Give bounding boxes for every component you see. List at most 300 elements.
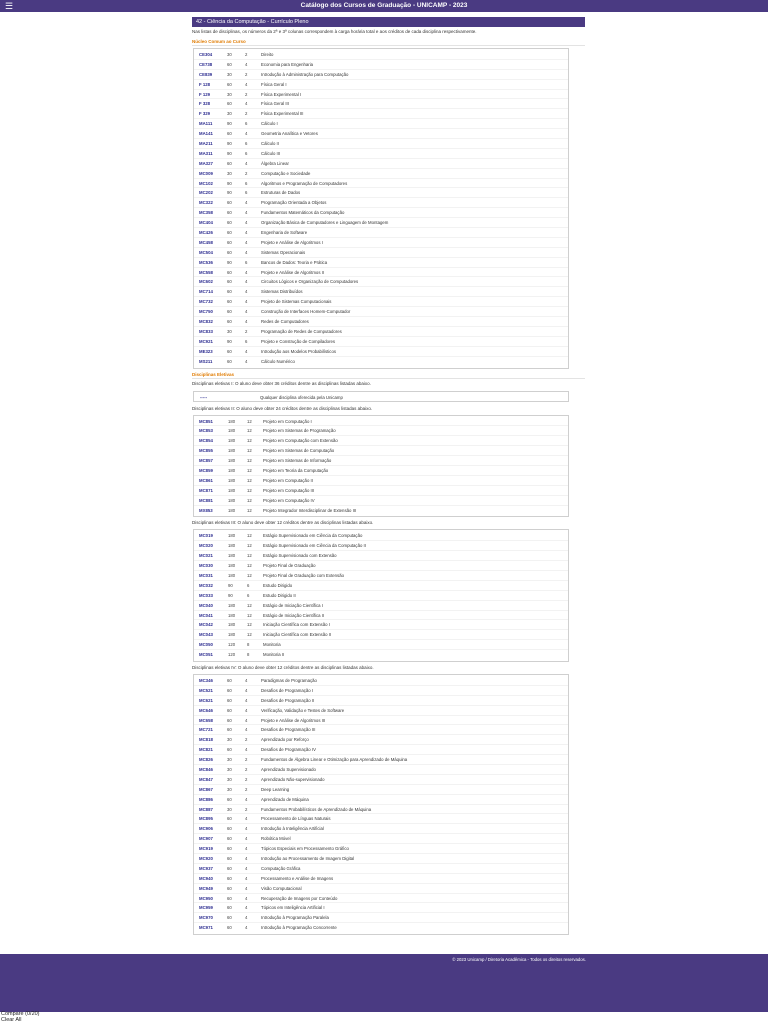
table-row — [194, 561, 568, 571]
course-hours: 180 — [228, 602, 236, 608]
table-row — [194, 531, 568, 541]
table-row — [194, 844, 568, 854]
course-credits: 4 — [245, 210, 248, 216]
course-name: Redes de Computadores — [261, 319, 309, 325]
course-credits: 4 — [245, 131, 248, 137]
table-row — [194, 99, 568, 109]
table-row — [194, 436, 568, 446]
course-hours: 30 — [227, 111, 232, 117]
course-name: Projeto em Computação I — [263, 418, 312, 424]
course-header: 42 - Ciência da Computação - Currículo Pleno — [192, 17, 585, 27]
course-name: Processamento de Línguas Naturais — [261, 816, 331, 822]
course-code-link[interactable]: MS211 — [199, 358, 213, 364]
course-code-link[interactable]: MC919 — [199, 846, 213, 852]
table-row — [194, 307, 568, 317]
table-row — [194, 745, 568, 755]
table-row — [194, 795, 568, 805]
course-code-link[interactable]: MC867 — [199, 786, 213, 792]
course-code-link[interactable]: MC042 — [199, 622, 213, 628]
course-hours: 60 — [227, 895, 232, 901]
course-hours: 180 — [228, 612, 236, 618]
course-credits: 2 — [245, 328, 248, 334]
course-code-link[interactable]: MC536 — [199, 259, 213, 265]
course-credits: 4 — [245, 249, 248, 255]
course-hours: 60 — [227, 160, 232, 166]
course-name: Introdução à Administração para Computação — [261, 71, 349, 77]
course-hours: 60 — [227, 905, 232, 911]
course-credits: 6 — [245, 121, 248, 127]
table-row — [194, 327, 568, 337]
course-code-link[interactable]: MC646 — [199, 707, 213, 713]
course-credits: 12 — [247, 612, 252, 618]
course-hours: 180 — [228, 533, 236, 539]
course-code-link[interactable]: MC959 — [199, 905, 213, 911]
course-code-link[interactable]: MC857 — [199, 458, 213, 464]
course-hours: 30 — [227, 806, 232, 812]
course-hours: 60 — [227, 796, 232, 802]
course-name: Geometria Analítica e Vetores — [261, 131, 318, 137]
course-credits: 4 — [245, 61, 248, 67]
course-name: Fundamentos Probabilísticos de Aprendizado de Máquina — [261, 806, 372, 812]
eletivas-1-text: Disciplinas eletivas I: O aluno deve obter 36 créditos dentre as disciplinas listadas abaixo. — [192, 380, 371, 386]
course-name: Cálculo II — [261, 141, 279, 147]
course-hours: 60 — [227, 358, 232, 364]
course-code-link[interactable]: MC322 — [199, 200, 213, 206]
course-code-link[interactable]: MC855 — [199, 448, 213, 454]
course-code-link[interactable]: MC846 — [199, 767, 213, 772]
course-code-link[interactable]: F 128 — [199, 81, 210, 87]
course-hours: 180 — [228, 553, 236, 559]
course-hours: 90 — [227, 180, 232, 186]
table-row — [194, 874, 568, 884]
course-code-link[interactable]: MC521 — [199, 687, 213, 693]
course-hours: 60 — [227, 697, 232, 703]
course-name: Verificação, Validação e Testes de Software — [261, 707, 345, 713]
course-name: Aprendizado Não-supervisionado — [261, 776, 325, 782]
table-row — [194, 923, 568, 933]
compare-counter: Compare (0/20) — [1, 1011, 40, 1017]
course-name: Projeto em Sistemas de Computação — [263, 448, 335, 454]
course-code-link[interactable]: MC020 — [199, 543, 213, 549]
course-code-link[interactable]: MC854 — [199, 438, 213, 444]
course-code-link[interactable]: MC949 — [199, 885, 213, 891]
table-row — [194, 60, 568, 70]
course-code-link[interactable]: MA327 — [199, 160, 213, 166]
table-row — [194, 208, 568, 218]
course-code-link[interactable]: MC832 — [199, 319, 213, 325]
course-code-link[interactable]: MC019 — [199, 533, 213, 539]
course-hours: 90 — [227, 141, 232, 147]
clear-all-link[interactable]: Clear All — [1, 1017, 22, 1023]
table-row — [194, 775, 568, 785]
course-name: Projeto em Teoria da Computação — [263, 467, 329, 473]
course-hours: 60 — [227, 836, 232, 842]
course-hours: 30 — [227, 767, 232, 772]
course-name: Robótica Móvel — [261, 836, 291, 842]
course-hours: 60 — [227, 249, 232, 255]
table-row — [194, 725, 568, 735]
course-name: Projeto em Sistemas de Informação — [263, 458, 332, 464]
course-name: Deep Learning — [261, 786, 290, 792]
table-nucleo — [193, 48, 569, 369]
course-code-link[interactable]: MC458 — [199, 239, 213, 245]
course-name: Direito — [261, 52, 274, 57]
course-hours: 180 — [228, 428, 236, 434]
course-credits: 4 — [245, 220, 248, 226]
table-row — [194, 630, 568, 640]
table-row — [194, 620, 568, 630]
course-hours: 60 — [227, 131, 232, 137]
course-name: Cálculo I — [261, 121, 278, 127]
course-code-link[interactable]: MC031 — [199, 572, 213, 578]
course-credits: 4 — [245, 358, 248, 364]
table-row — [194, 317, 568, 327]
course-name: Estudo Dirigido II — [263, 592, 296, 598]
course-code-link[interactable]: MC732 — [199, 299, 213, 305]
course-hours: 60 — [227, 101, 232, 107]
table-row — [194, 277, 568, 287]
course-credits: 6 — [245, 141, 248, 147]
course-code-link[interactable]: MC881 — [199, 497, 213, 503]
table-row — [194, 218, 568, 228]
course-name: Projeto em Computação IV — [263, 497, 315, 503]
course-credits: 4 — [245, 309, 248, 315]
course-name: Algoritmos e Programação de Computadores — [261, 180, 348, 186]
course-code-link[interactable]: MC970 — [199, 915, 213, 921]
course-code-link[interactable]: MA111 — [199, 121, 213, 127]
table-row — [194, 347, 568, 357]
table-row — [194, 755, 568, 765]
course-code-link[interactable]: MC895 — [199, 816, 213, 822]
course-code-link[interactable]: MC861 — [199, 477, 213, 483]
course-hours: 180 — [228, 572, 236, 578]
course-name: Projeto Integrador Interdisciplinar de Extensão III — [263, 507, 357, 513]
course-code-link[interactable]: MC102 — [199, 180, 213, 186]
course-code-link[interactable]: MC043 — [199, 632, 213, 638]
course-name: Introdução à Inteligência Artificial — [261, 826, 324, 832]
course-name: Projeto em Sistemas de Programação — [263, 428, 336, 434]
course-code-link[interactable]: MC907 — [199, 836, 213, 842]
course-hours: 120 — [228, 652, 236, 658]
course-hours: 90 — [227, 259, 232, 265]
course-code-link[interactable]: MC906 — [199, 826, 213, 832]
course-hours: 90 — [227, 190, 232, 196]
course-name: Processamento e Análise de Imagens — [261, 875, 334, 881]
course-name: Estruturas de Dados — [261, 190, 301, 196]
course-code-link[interactable]: MC847 — [199, 776, 213, 782]
course-hours: 180 — [228, 477, 236, 483]
course-credits: 12 — [247, 418, 252, 424]
course-code-link[interactable]: MC887 — [199, 806, 213, 812]
course-credits: 4 — [245, 856, 248, 862]
table-row — [194, 297, 568, 307]
table-row — [194, 139, 568, 149]
course-code-link[interactable]: MC950 — [199, 895, 213, 901]
table-eletivas-1 — [193, 391, 569, 402]
course-code-link[interactable]: MC921 — [199, 338, 213, 344]
course-code-link[interactable]: MC940 — [199, 875, 213, 881]
table-row — [194, 159, 568, 169]
course-hours: 30 — [227, 71, 232, 77]
course-name: Estágio Supervisionado em Ciência da Computação II — [263, 543, 366, 549]
course-code-link[interactable]: MC050 — [199, 642, 213, 648]
course-credits: 12 — [247, 448, 252, 454]
course-name: Fundamentos de Álgebra Linear e Otimização para Aprendizado de Máquina — [261, 757, 408, 763]
course-name: Projeto e Análise de Algoritmos III — [261, 717, 326, 723]
course-code-link[interactable]: MC833 — [199, 328, 213, 334]
table-row — [194, 119, 568, 129]
course-code-link[interactable]: MC853 — [199, 428, 213, 434]
course-hours: 60 — [227, 826, 232, 832]
table-row — [194, 824, 568, 834]
course-credits: 12 — [247, 428, 252, 434]
course-credits: 12 — [247, 543, 252, 549]
course-name: Projeto em Computação III — [263, 487, 315, 493]
course-code-link[interactable]: CE839 — [199, 71, 213, 77]
course-code-link[interactable]: MC040 — [199, 602, 213, 608]
main-content — [192, 17, 585, 937]
table-row — [194, 357, 568, 367]
table-row — [194, 456, 568, 466]
table-row — [194, 179, 568, 189]
course-hours: 90 — [228, 582, 233, 588]
course-code-link[interactable]: MC404 — [199, 220, 213, 226]
table-row — [194, 446, 568, 456]
course-code-link[interactable]: MX853 — [199, 507, 213, 513]
section-title-nucleo: Núcleo Comum ao Curso — [192, 38, 585, 46]
course-credits: 6 — [245, 338, 248, 344]
course-credits: 4 — [245, 687, 248, 693]
course-name: Computação Gráfica — [261, 865, 301, 871]
course-name: Estudo Dirigido — [263, 582, 293, 588]
course-hours: 180 — [228, 563, 236, 569]
course-hours: 180 — [228, 543, 236, 549]
table-row — [194, 913, 568, 923]
course-name: Fundamentos Matemáticos da Computação — [261, 210, 345, 216]
course-credits: 2 — [245, 111, 248, 117]
course-credits: 4 — [245, 707, 248, 713]
course-code-link[interactable]: MC009 — [199, 170, 213, 176]
course-credits: 4 — [245, 796, 248, 802]
course-code-link[interactable]: MC041 — [199, 612, 213, 618]
course-hours: 60 — [227, 309, 232, 315]
course-code-link[interactable]: MC886 — [199, 796, 213, 802]
course-code-link[interactable]: MC033 — [199, 592, 213, 598]
course-credits: 2 — [245, 806, 248, 812]
course-code-link[interactable]: MC851 — [199, 418, 213, 424]
course-hours: 180 — [228, 497, 236, 503]
course-hours: 60 — [227, 230, 232, 236]
course-hours: 60 — [227, 81, 232, 87]
course-name: Bancos de Dados: Teoria e Prática — [261, 259, 328, 265]
course-code-link[interactable]: MC558 — [199, 269, 213, 275]
menu-icon[interactable]: ☰ — [5, 1, 14, 11]
table-row — [194, 188, 568, 198]
course-credits: 12 — [247, 572, 252, 578]
table-row — [194, 228, 568, 238]
course-name: Construção de Interfaces Homem-Computador — [261, 309, 351, 315]
course-credits: 12 — [247, 563, 252, 569]
course-credits: 4 — [245, 895, 248, 901]
course-credits: 2 — [245, 757, 248, 763]
table-row — [194, 169, 568, 179]
course-code-link[interactable]: F 328 — [199, 101, 210, 107]
course-code-link[interactable]: MC871 — [199, 487, 213, 493]
course-credits: 6 — [247, 592, 250, 598]
course-code-link[interactable]: MC821 — [199, 747, 213, 753]
course-code-link[interactable]: MC859 — [199, 467, 213, 473]
course-credits: 4 — [245, 269, 248, 275]
course-credits: 4 — [245, 727, 248, 733]
course-name: Monitoria — [263, 642, 281, 648]
table-row — [194, 706, 568, 716]
table-row — [194, 506, 568, 516]
course-credits: 4 — [245, 747, 248, 753]
course-code-link[interactable]: MC818 — [199, 737, 213, 743]
course-hours: 60 — [227, 677, 232, 683]
course-hours: 180 — [228, 632, 236, 638]
course-code-link[interactable]: MC504 — [199, 249, 213, 255]
course-name: Estágio de Iniciação Científica II — [263, 612, 325, 618]
course-code-link[interactable]: MA141 — [199, 131, 213, 137]
course-credits: 4 — [245, 160, 248, 166]
course-code-link[interactable]: MC021 — [199, 553, 213, 559]
course-code-link[interactable]: MA311 — [199, 150, 213, 156]
table-row — [194, 90, 568, 100]
course-code-link[interactable]: MC750 — [199, 309, 213, 315]
course-hours: 60 — [227, 707, 232, 713]
table-row — [194, 476, 568, 486]
course-code-link[interactable]: MC030 — [199, 563, 213, 569]
course-name: Álgebra Linear — [261, 160, 289, 166]
course-hours: 60 — [227, 846, 232, 852]
course-code-link[interactable]: F 129 — [199, 91, 210, 97]
course-name: Projeto e Análise de Algoritmos I — [261, 239, 323, 245]
table-row — [194, 676, 568, 686]
course-code-link[interactable]: MC032 — [199, 582, 213, 588]
course-code-link[interactable]: MC621 — [199, 697, 213, 703]
course-code-link[interactable]: ME323 — [199, 348, 213, 354]
course-code-link[interactable]: MC826 — [199, 757, 213, 763]
course-credits: 4 — [245, 289, 248, 295]
table-row — [194, 258, 568, 268]
course-code-link[interactable]: MC937 — [199, 865, 213, 871]
course-credits: 4 — [245, 81, 248, 87]
course-credits: 4 — [245, 925, 248, 931]
course-name: Circuitos Lógicos e Organização de Computadores — [261, 279, 359, 285]
course-hours: 180 — [228, 467, 236, 473]
course-hours: 60 — [227, 239, 232, 245]
course-credits: 4 — [245, 885, 248, 891]
table-row — [194, 903, 568, 913]
course-credits: 12 — [247, 622, 252, 628]
table-row — [194, 686, 568, 696]
course-hours: 60 — [227, 856, 232, 862]
table-row — [194, 486, 568, 496]
table-row — [194, 581, 568, 591]
course-credits: 4 — [245, 846, 248, 852]
course-name: Projeto e Análise de Algoritmos II — [261, 269, 325, 275]
course-name: Visão Computacional — [261, 885, 302, 891]
table-row — [194, 591, 568, 601]
table-row — [194, 248, 568, 258]
course-hours: 60 — [227, 200, 232, 206]
table-row — [194, 50, 568, 60]
course-name: Física Geral I — [261, 81, 287, 87]
course-code-link[interactable]: CE738 — [199, 61, 213, 67]
course-credits: 2 — [245, 71, 248, 77]
course-credits: 12 — [247, 553, 252, 559]
course-name: Economia para Engenharia — [261, 61, 314, 67]
course-hours: 60 — [227, 289, 232, 295]
course-code-link[interactable]: MC658 — [199, 717, 213, 723]
course-code-link[interactable]: CE304 — [199, 52, 213, 57]
course-credits: 12 — [247, 477, 252, 483]
course-name: Engenharia de Software — [261, 230, 308, 236]
course-name: Desafios de Programação I — [261, 687, 314, 693]
course-name: Física Geral III — [261, 101, 289, 107]
course-hours: 30 — [227, 91, 232, 97]
course-credits: 6 — [245, 259, 248, 265]
course-code-link[interactable]: ----- — [200, 394, 208, 400]
course-credits: 4 — [245, 319, 248, 325]
course-code-link[interactable]: F 329 — [199, 111, 210, 117]
footer — [0, 954, 768, 1012]
course-code-link[interactable]: MC714 — [199, 289, 213, 295]
course-code-link[interactable]: MC426 — [199, 230, 213, 236]
course-credits: 4 — [245, 717, 248, 723]
course-hours: 60 — [227, 220, 232, 226]
course-hours: 90 — [227, 338, 232, 344]
course-code-link[interactable]: MC602 — [199, 279, 213, 285]
course-code-link[interactable]: MC202 — [199, 190, 213, 196]
course-name: Estágio Supervisionado com Extensão — [263, 553, 337, 559]
course-code-link[interactable]: MC971 — [199, 925, 213, 931]
course-credits: 12 — [247, 438, 252, 444]
course-code-link[interactable]: MC051 — [199, 652, 213, 658]
course-code-link[interactable]: MC920 — [199, 856, 213, 862]
table-row — [194, 541, 568, 551]
course-credits: 4 — [245, 905, 248, 911]
course-credits: 4 — [245, 865, 248, 871]
table-row — [194, 496, 568, 506]
course-hours: 30 — [227, 776, 232, 782]
course-hours: 60 — [227, 299, 232, 305]
course-name: Sistemas Operacionais — [261, 249, 306, 255]
course-name: Introdução ao Processamento de Imagem Digital — [261, 856, 355, 862]
course-code-link[interactable]: MC358 — [199, 210, 213, 216]
table-row — [194, 129, 568, 139]
table-row — [194, 765, 568, 775]
course-hours: 180 — [228, 487, 236, 493]
course-hours: 60 — [227, 727, 232, 733]
course-credits: 2 — [245, 767, 248, 772]
course-code-link[interactable]: MA211 — [199, 141, 213, 147]
course-code-link[interactable]: MC346 — [199, 677, 213, 683]
course-name: Aprendizado de Máquina — [261, 796, 309, 802]
course-credits: 6 — [245, 180, 248, 186]
course-hours: 60 — [227, 269, 232, 275]
course-hours: 90 — [227, 121, 232, 127]
course-hours: 60 — [227, 687, 232, 693]
course-hours: 30 — [227, 757, 232, 763]
course-credits: 12 — [247, 458, 252, 464]
course-hours: 60 — [227, 279, 232, 285]
table-row — [194, 716, 568, 726]
course-code-link[interactable]: MC721 — [199, 727, 213, 733]
table-row — [194, 805, 568, 815]
table-row — [194, 735, 568, 745]
